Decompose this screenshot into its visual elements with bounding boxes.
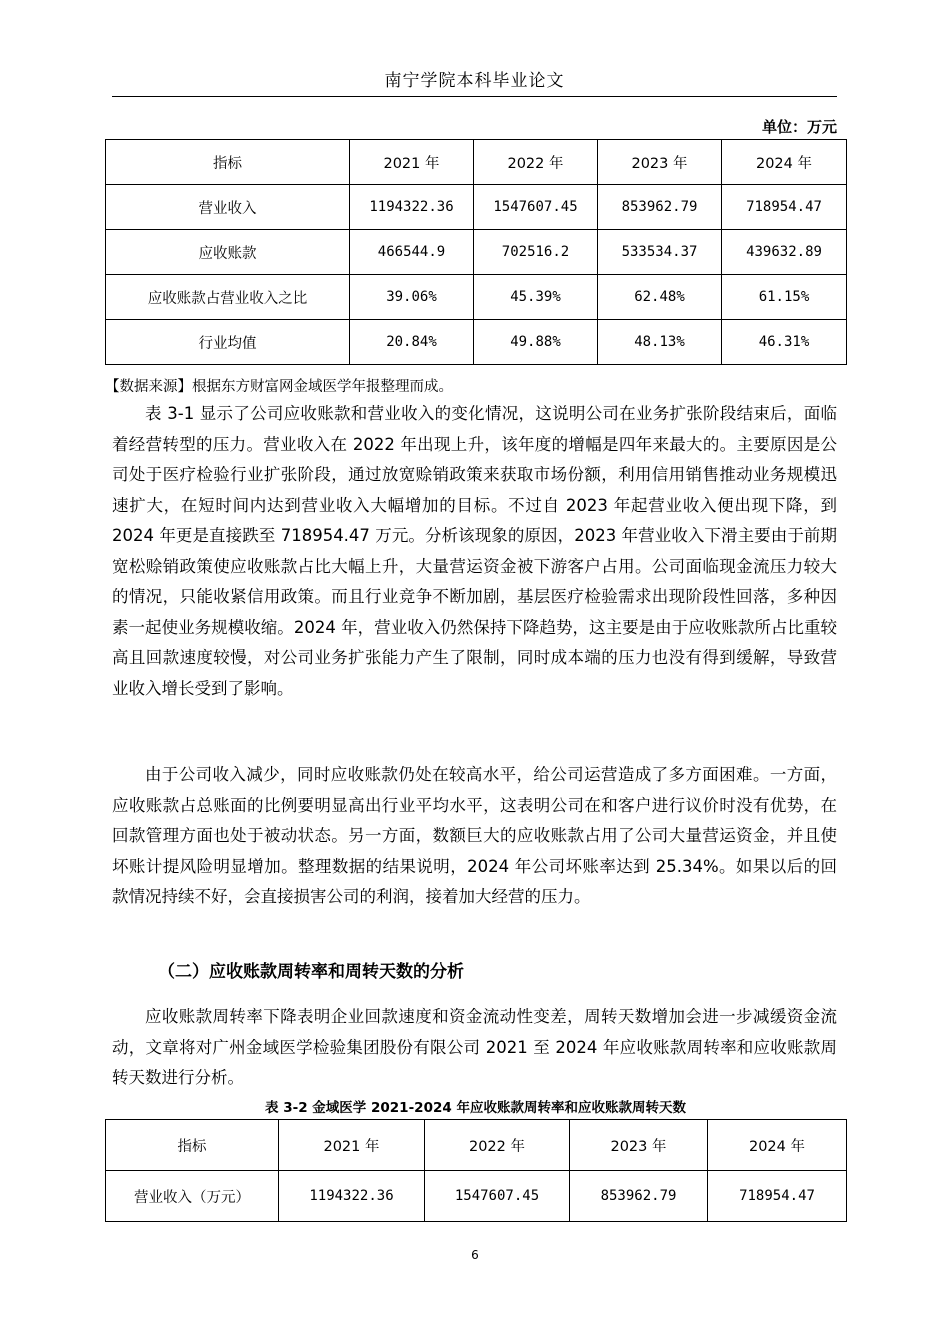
table-header-cell: 2024 年 [708, 1120, 847, 1171]
table-header-cell: 指标 [106, 140, 350, 185]
table-header-row [106, 140, 847, 185]
table-cell: 439632.89 [722, 230, 847, 275]
row-label: 应收账款 [106, 230, 350, 275]
table1-source-note: 【数据来源】根据东方财富网金域医学年报整理而成。 [105, 379, 453, 395]
row-label: 应收账款占营业收入之比 [106, 275, 350, 320]
table-header-cell: 2021 年 [279, 1120, 425, 1171]
table1-unit: 单位：万元 [761, 118, 837, 136]
table-row [106, 185, 847, 230]
table-cell: 1194322.36 [350, 185, 474, 230]
table-cell: 20.84% [350, 320, 474, 365]
table-cell: 48.13% [598, 320, 722, 365]
table-cell: 853962.79 [598, 185, 722, 230]
table1 [105, 139, 847, 365]
table2 [105, 1119, 847, 1222]
table-cell: 1547607.45 [425, 1171, 570, 1222]
table-row [106, 230, 847, 275]
table-cell: 718954.47 [722, 185, 847, 230]
table-cell: 853962.79 [570, 1171, 708, 1222]
table-cell: 718954.47 [708, 1171, 847, 1222]
body-paragraph: 由于公司收入减少，同时应收账款仍处在较高水平，给公司运营造成了多方面困难。一方面，应收账款占总账面的比例要明显高出行业平均水平，这表明公司在和客户进行议价时没有优势，在回款管理方面也处于被动状态。另一方面，数额巨大的应收账款占用了公司大量营运资金，并且使坏账计提风险明显增加。整理数据的结果说明，2024 年公司坏账率达到 25.34%。如果以后的回款情况持续不好，会直接损害公司的利润，接着加大经营的压力。 [112, 765, 837, 906]
table-cell: 49.88% [474, 320, 598, 365]
table-header-cell: 2022 年 [425, 1120, 570, 1171]
row-label: 行业均值 [106, 320, 350, 365]
table-header-cell: 指标 [106, 1120, 279, 1171]
table-cell: 61.15% [722, 275, 847, 320]
body-paragraph: 表 3-1 显示了公司应收账款和营业收入的变化情况，这说明公司在业务扩张阶段结束后，面临着经营转型的压力。营业收入在 2022 年出现上升，该年度的增幅是四年来最大的。主要原因是公司处于医疗检验行业扩张阶段，通过放宽赊销政策来获取市场份额，利用信用销售推动业务规模迅速扩大，在短时间内达到营业收入大幅增加的目标。不过自 2023 年起营业收入便出现下降，到 2024 年更是直接跌至 718954.47 万元。分析该现象的原因，2023 年营业收入下滑主要由于前期宽松赊销政策使应收账款占比大幅上升，大量营运资金被下游客户占用。公司面临现金流压力较大的情况，只能收紧信用政策。而且行业竞争不断加剧，基层医疗检验需求出现阶段性回落，多种因素一起使业务规模收缩。2024 年，营业收入仍然保持下降趋势，这主要是由于应收账款所占比重较高且回款速度较慢，对公司业务扩张能力产生了限制，同时成本端的压力也没有得到缓解，导致营业收入增长受到了影响。 [112, 404, 837, 698]
row-label: 营业收入（万元） [106, 1171, 279, 1222]
table-cell: 39.06% [350, 275, 474, 320]
table-row [106, 320, 847, 365]
table-row [106, 1171, 847, 1222]
table-cell: 466544.9 [350, 230, 474, 275]
page-header-title: 南宁学院本科毕业论文 [384, 71, 565, 91]
section-subheading: （二）应收账款周转率和周转天数的分析 [158, 962, 464, 982]
table-cell: 46.31% [722, 320, 847, 365]
table-cell: 45.39% [474, 275, 598, 320]
table-header-row [106, 1120, 847, 1171]
body-paragraph: 应收账款周转率下降表明企业回款速度和资金流动性变差，周转天数增加会进一步减缓资金流动，文章将对广州金域医学检验集团股份有限公司 2021 至 2024 年应收账款周转率和应收账款周转天数进行分析。 [112, 1007, 837, 1087]
table-cell: 702516.2 [474, 230, 598, 275]
table-header-cell: 2021 年 [350, 140, 474, 185]
table-cell: 1547607.45 [474, 185, 598, 230]
table2-caption: 表 3-2 金域医学 2021-2024 年应收账款周转率和应收账款周转天数 [265, 1100, 686, 1116]
table-header-cell: 2023 年 [570, 1120, 708, 1171]
header-rule [112, 96, 837, 97]
table-header-cell: 2023 年 [598, 140, 722, 185]
table-cell: 62.48% [598, 275, 722, 320]
table-cell: 533534.37 [598, 230, 722, 275]
table-header-cell: 2024 年 [722, 140, 847, 185]
table-cell: 1194322.36 [279, 1171, 425, 1222]
table-row [106, 275, 847, 320]
table-header-cell: 2022 年 [474, 140, 598, 185]
page-number: 6 [471, 1248, 479, 1262]
row-label: 营业收入 [106, 185, 350, 230]
